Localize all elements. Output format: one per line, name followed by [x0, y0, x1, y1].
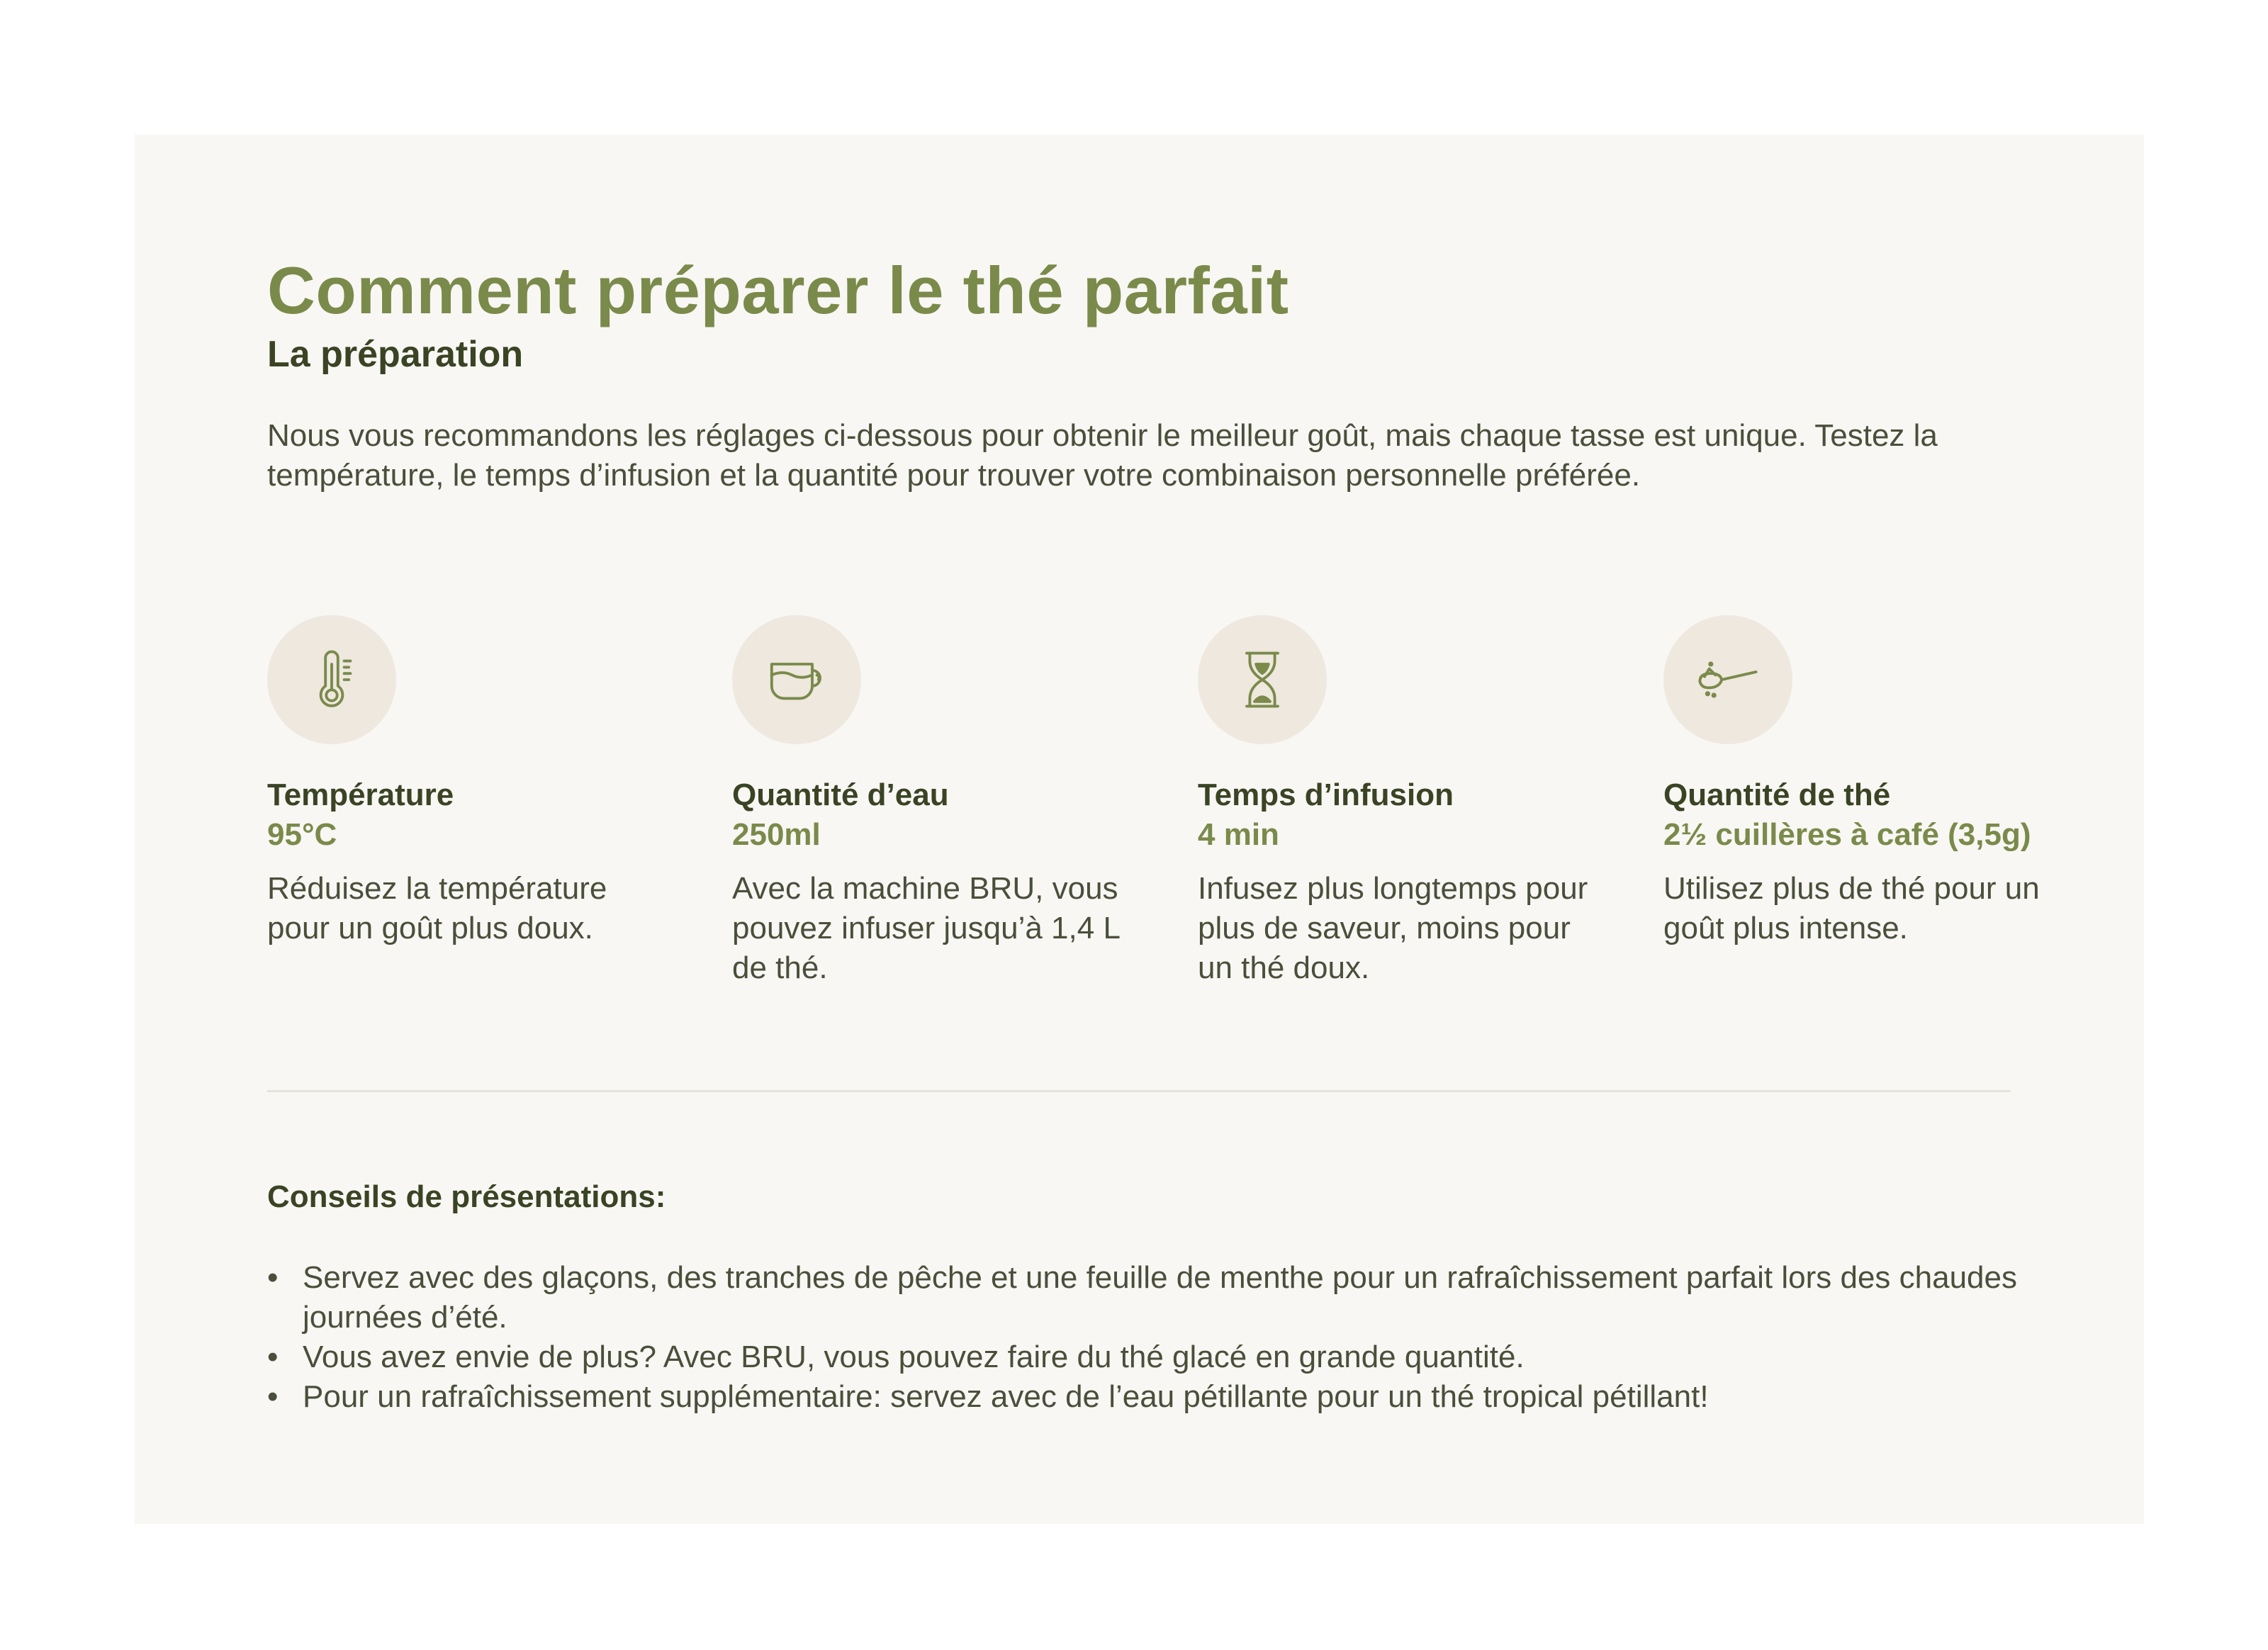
page-title: Comment préparer le thé parfait	[267, 253, 1289, 327]
hourglass-icon	[1198, 615, 1327, 744]
tea-spoon-icon	[1663, 615, 1792, 744]
step-description: Utilisez plus de thé pour un goût plus intense.	[1663, 871, 2040, 945]
step-description: Avec la machine BRU, vous pouvez infuser jusqu’à 1,4 L de thé.	[732, 871, 1120, 985]
step-value: 4 min	[1198, 817, 1279, 852]
step-label: Temps d’infusion	[1198, 778, 1454, 812]
tea-cup-icon	[732, 615, 861, 744]
tips-list	[267, 1258, 2018, 1417]
step-description: Infusez plus longtemps pour plus de saveur, moins pour un thé doux.	[1198, 871, 1588, 985]
section-divider	[267, 1090, 2011, 1092]
intro-paragraph: Nous vous recommandons les réglages ci-dessous pour obtenir le meilleur goût, mais chaque tasse est unique. Testez la température, le temps d’infusion et la quantité pour trouver votre combinaison personnelle préférée.	[267, 418, 1938, 493]
step-tea-quantity	[1663, 615, 2089, 948]
step-label: Température	[267, 778, 454, 812]
step-description: Réduisez la température pour un goût plus doux.	[267, 871, 607, 945]
tips-title: Conseils de présentations:	[267, 1179, 666, 1214]
step-water	[732, 615, 1157, 988]
step-value: 250ml	[732, 817, 821, 852]
step-value: 2½ cuillères à café (3,5g)	[1663, 817, 2031, 852]
step-infusion-time	[1198, 615, 1623, 988]
list-item: • Vous avez envie de plus? Avec BRU, vous pouvez faire du thé glacé en grande quantité.	[267, 1337, 2018, 1377]
step-value: 95°C	[267, 817, 337, 852]
step-label: Quantité de thé	[1663, 778, 1891, 812]
recipe-card	[135, 135, 2144, 1524]
thermometer-icon	[267, 615, 396, 744]
section-subtitle: La préparation	[267, 334, 524, 375]
step-label: Quantité d’eau	[732, 778, 949, 812]
list-item: • Servez avec des glaçons, des tranches de pêche et une feuille de menthe pour un rafraîchissement parfait lors des chaudes journées d’été.	[267, 1258, 2018, 1337]
list-item: • Pour un rafraîchissement supplémentaire: servez avec de l’eau pétillante pour un thé tropical pétillant!	[267, 1377, 2018, 1417]
step-temperature	[267, 615, 692, 948]
